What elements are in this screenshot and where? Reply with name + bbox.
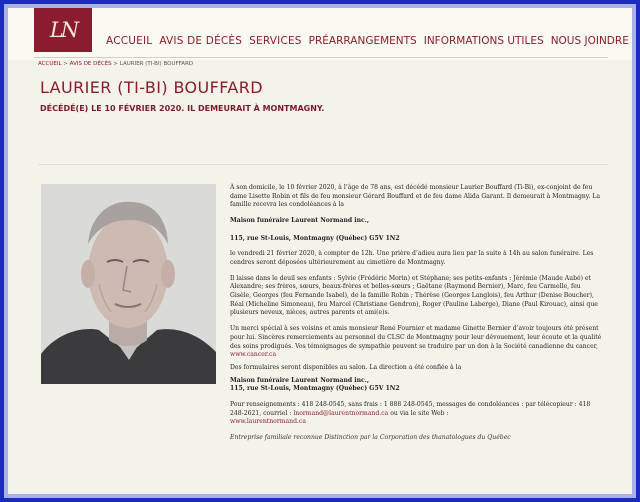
contact-text: Pour renseignements : 418 248-0545, sans frais : 1 888 248-0545, messages de condoléances : par télécopieur : 418 248-2621, courriel : bbox=[230, 401, 591, 417]
death-notice-subtitle: DÉCÉDÉ(E) LE 10 FÉVRIER 2020. IL DEMEURAIT À MONTMAGNY. bbox=[40, 104, 325, 113]
funeral-home-name: Maison funéraire Laurent Normand inc., bbox=[230, 376, 369, 384]
funeral-home-name: Maison funéraire Laurent Normand inc., bbox=[230, 217, 369, 225]
nav-accueil[interactable]: ACCUEIL bbox=[106, 35, 153, 47]
obituary-paragraph: Il laisse dans le deuil ses enfants : Sylvie (Frédéric Morin) et Stéphane; ses petits-enfants : Jérémie (Maude Aubé) et Alexandre; ses frères, sœurs, beaux-frères et belles-sœurs ; Gaëtane (Raymond Bernier), Marc, feu Carmelle, feu Gisèle, Georges (feu Fernande Isabel), de la famille Robin ; Thérèse (Georges Langlois), feu Arthur (Denise Boucher), Réal (Micheline Simoneau), feu Marcel (Christiane Gendron), Roger (Pauline Laberge), Diane (Paul Kirouac), ainsi que plusieurs neveux, nièces, autres parents et ami(e)s. bbox=[230, 274, 598, 317]
page bbox=[8, 8, 632, 494]
content-divider bbox=[38, 164, 608, 165]
nav-prearrangements[interactable]: PRÉARRANGEMENTS bbox=[308, 35, 417, 47]
site-header bbox=[8, 8, 632, 60]
breadcrumb-separator: > bbox=[61, 61, 70, 67]
obituary-paragraph: le vendredi 21 février 2020, à compter de 12h. Une prière d’adieu aura lieu par la suite à 14h au salon funéraire. Les cendres seront déposées ultérieurement au cimetière de Montmagny. bbox=[230, 250, 594, 266]
obituary-text bbox=[230, 184, 602, 447]
obituary-paragraph: Des formulaires seront disponibles au salon. La direction a été confiée à la bbox=[230, 363, 462, 371]
email-link[interactable]: lnormand@laurentnormand.ca bbox=[293, 409, 389, 417]
nav-nous-joindre[interactable]: NOUS JOINDRE bbox=[550, 35, 629, 47]
contact-info bbox=[230, 401, 602, 427]
footer-note: Entreprise familiale reconnue Distinction par la Corporation des thanatologues du Québec bbox=[230, 434, 511, 442]
funeral-home-block bbox=[230, 377, 602, 394]
cancer-link[interactable]: www.cancer.ca bbox=[230, 351, 277, 359]
nav-services[interactable]: SERVICES bbox=[249, 35, 302, 47]
breadcrumb-current: LAURIER (TI-BI) BOUFFARD bbox=[119, 61, 194, 67]
header-divider bbox=[34, 57, 608, 58]
breadcrumb-section[interactable]: AVIS DE DÉCÈS bbox=[69, 61, 112, 67]
breadcrumb-home[interactable]: ACCUEIL bbox=[38, 61, 62, 67]
deceased-photo bbox=[41, 184, 216, 384]
obituary-paragraph bbox=[230, 325, 602, 360]
funeral-home-address: 115, rue St-Louis, Montmagny (Québec) G5V 1N2 bbox=[230, 234, 400, 242]
main-nav bbox=[106, 35, 629, 47]
site-logo[interactable] bbox=[34, 8, 92, 52]
logo-monogram: LN bbox=[49, 18, 77, 42]
breadcrumb-separator: > bbox=[111, 61, 120, 67]
contact-mid: ou via le site Web : bbox=[388, 409, 449, 417]
funeral-home-block bbox=[230, 217, 602, 243]
nav-informations-utiles[interactable]: INFORMATIONS UTILES bbox=[423, 35, 544, 47]
page-title: LAURIER (TI-BI) BOUFFARD bbox=[40, 78, 263, 97]
thanks-text: Un merci spécial à ses voisins et amis monsieur René Fournier et madame Ginette Bernier d’avoir toujours été présent pour lui. Sincères remerciements au personnel du CLSC de Montmagny pour leur dévouement, leur écoute et la qualité des soins prodigués. Vos témoignages de sympathie peuvent se traduire par un don à la Société canadienne du cancer, bbox=[230, 325, 602, 350]
obituary-paragraph: À son domicile, le 10 février 2020, à l’âge de 78 ans, est décédé monsieur Laurier Bouffard (Ti-Bi), ex-conjoint de feu dame Lisette Robin et fils de feu monsieur Gérard Bouffard et de feu dame Alida Garant. Il demeurait à Montmagny. La famille recevra les condoléances à la bbox=[230, 184, 600, 209]
funeral-home-address: 115, rue St-Louis, Montmagny (Québec) G5V 1N2 bbox=[230, 385, 400, 393]
website-link[interactable]: www.laurentnormand.ca bbox=[230, 418, 306, 426]
breadcrumb bbox=[38, 61, 193, 67]
nav-avis-de-deces[interactable]: AVIS DE DÉCÈS bbox=[159, 35, 243, 47]
